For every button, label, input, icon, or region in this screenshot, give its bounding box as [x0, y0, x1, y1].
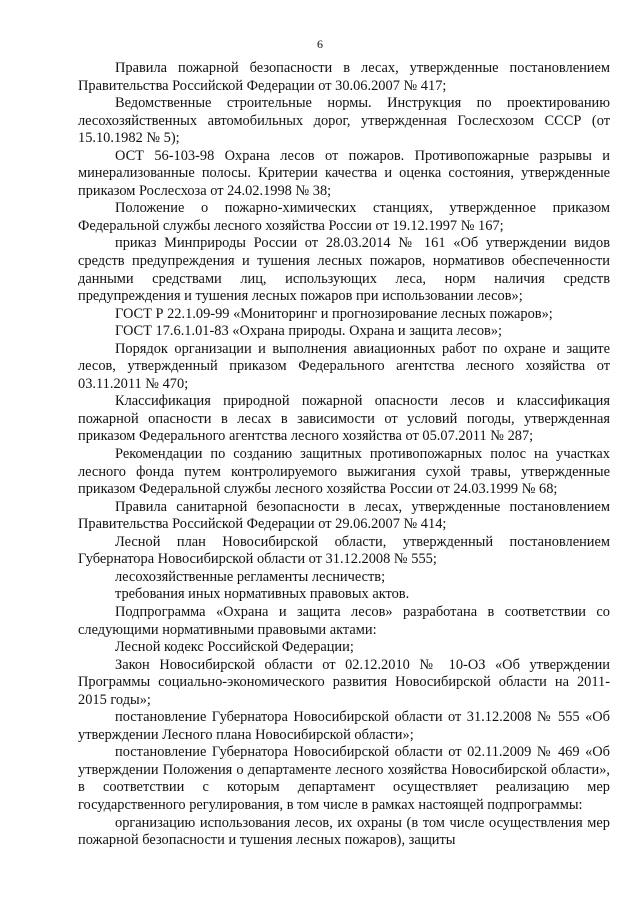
- paragraph-ost-56-103-98: ОСТ 56-103-98 Охрана лесов от пожаров. Противопожарные разрывы и минерализованные полосы. Критерии качества и оценка состояния, утвержденные приказом Рослесхоза от 24.02.1998 № 38;: [78, 147, 610, 199]
- paragraph-forest-use-organization: организацию использования лесов, их охраны (в том числе осуществления мер пожарной безопасности и тушения лесных пожаров), защиты: [78, 814, 610, 849]
- paragraph-building-norms: Ведомственные строительные нормы. Инструкция по проектированию лесохозяйственных автомобильных дорог, утвержденная Гослесхозом СССР (от 15.10.1982 № 5);: [78, 95, 610, 147]
- paragraph-fire-safety-rules: Правила пожарной безопасности в лесах, утвержденные постановлением Правительства Российской Федерации от 30.06.2007 № 417;: [78, 60, 610, 94]
- paragraph-minprirody-order: приказ Минприроды России от 28.03.2014 № 161 «Об утверждении видов средств предупреждения и тушения лесных пожаров, нормативов обеспеченности данными средствами лиц, использующих леса, норм наличия средств предупреждения и тушения лесных пожаров при использовании лесов»;: [78, 235, 610, 305]
- document-body: [78, 60, 610, 850]
- paragraph-forest-plan: Лесной план Новосибирской области, утвержденный постановлением Губернатора Новосибирской области от 31.12.2008 № 555;: [78, 533, 610, 568]
- paragraph-regional-law: Закон Новосибирской области от 02.12.2010 № 10-ОЗ «Об утверждении Программы социально-экономического развития Новосибирской области на 2011-2015 годы»;: [78, 656, 610, 708]
- paragraph-gost-17-6-1-01-83: ГОСТ 17.6.1.01-83 «Охрана природы. Охрана и защита лесов»;: [115, 323, 503, 340]
- paragraph-subprogram-basis: Подпрограмма «Охрана и защита лесов» разработана в соответствии со следующими нормативными правовыми актами:: [78, 603, 610, 638]
- paragraph-forestry-regulations: лесохозяйственные регламенты лесничеств;: [115, 568, 386, 585]
- paragraph-fire-chemical-stations: Положение о пожарно-химических станциях, утвержденное приказом Федеральной службы лесного хозяйства России от 19.12.1997 № 167;: [78, 200, 610, 234]
- paragraph-governor-decree-555: постановление Губернатора Новосибирской области от 31.12.2008 № 555 «Об утверждении Лесного плана Новосибирской области»;: [78, 709, 610, 743]
- paragraph-sanitary-safety-rules: Правила санитарной безопасности в лесах, утвержденные постановлением Правительства Российской Федерации от 29.06.2007 № 414;: [78, 498, 610, 533]
- paragraph-aviation-works: Порядок организации и выполнения авиационных работ по охране и защите лесов, утвержденный приказом Федерального агентства лесного хозяйства от 03.11.2011 № 470;: [78, 340, 610, 392]
- paragraph-forest-code: Лесной кодекс Российской Федерации;: [115, 639, 354, 656]
- paragraph-gost-r-22-1-09-99: ГОСТ Р 22.1.09-99 «Мониторинг и прогнозирование лесных пожаров»;: [115, 305, 553, 322]
- paragraph-protective-strips: Рекомендации по созданию защитных противопожарных полос на участках лесного фонда путем контролируемого выжигания сухой травы, утвержденные приказом Федеральной службы лесного хозяйства России от 24.03.1999 № 68;: [78, 446, 610, 498]
- paragraph-other-acts: требования иных нормативных правовых актов.: [115, 586, 410, 603]
- paragraph-fire-danger-classification: Классификация природной пожарной опасности лесов и классификация пожарной опасности в лесах в зависимости от условий погоды, утвержденная приказом Федерального агентства лесного хозяйства от 05.07.2011 № 287;: [78, 393, 610, 445]
- page-number: 6: [317, 37, 323, 51]
- paragraph-governor-decree-469: постановление Губернатора Новосибирской области от 02.11.2009 № 469 «Об утверждении Положения о департаменте лесного хозяйства Новосибирской области», в соответствии с которым департамент осуществляет реализацию мер государственного регулирования, в том числе в рамках настоящей подпрограммы:: [78, 744, 610, 813]
